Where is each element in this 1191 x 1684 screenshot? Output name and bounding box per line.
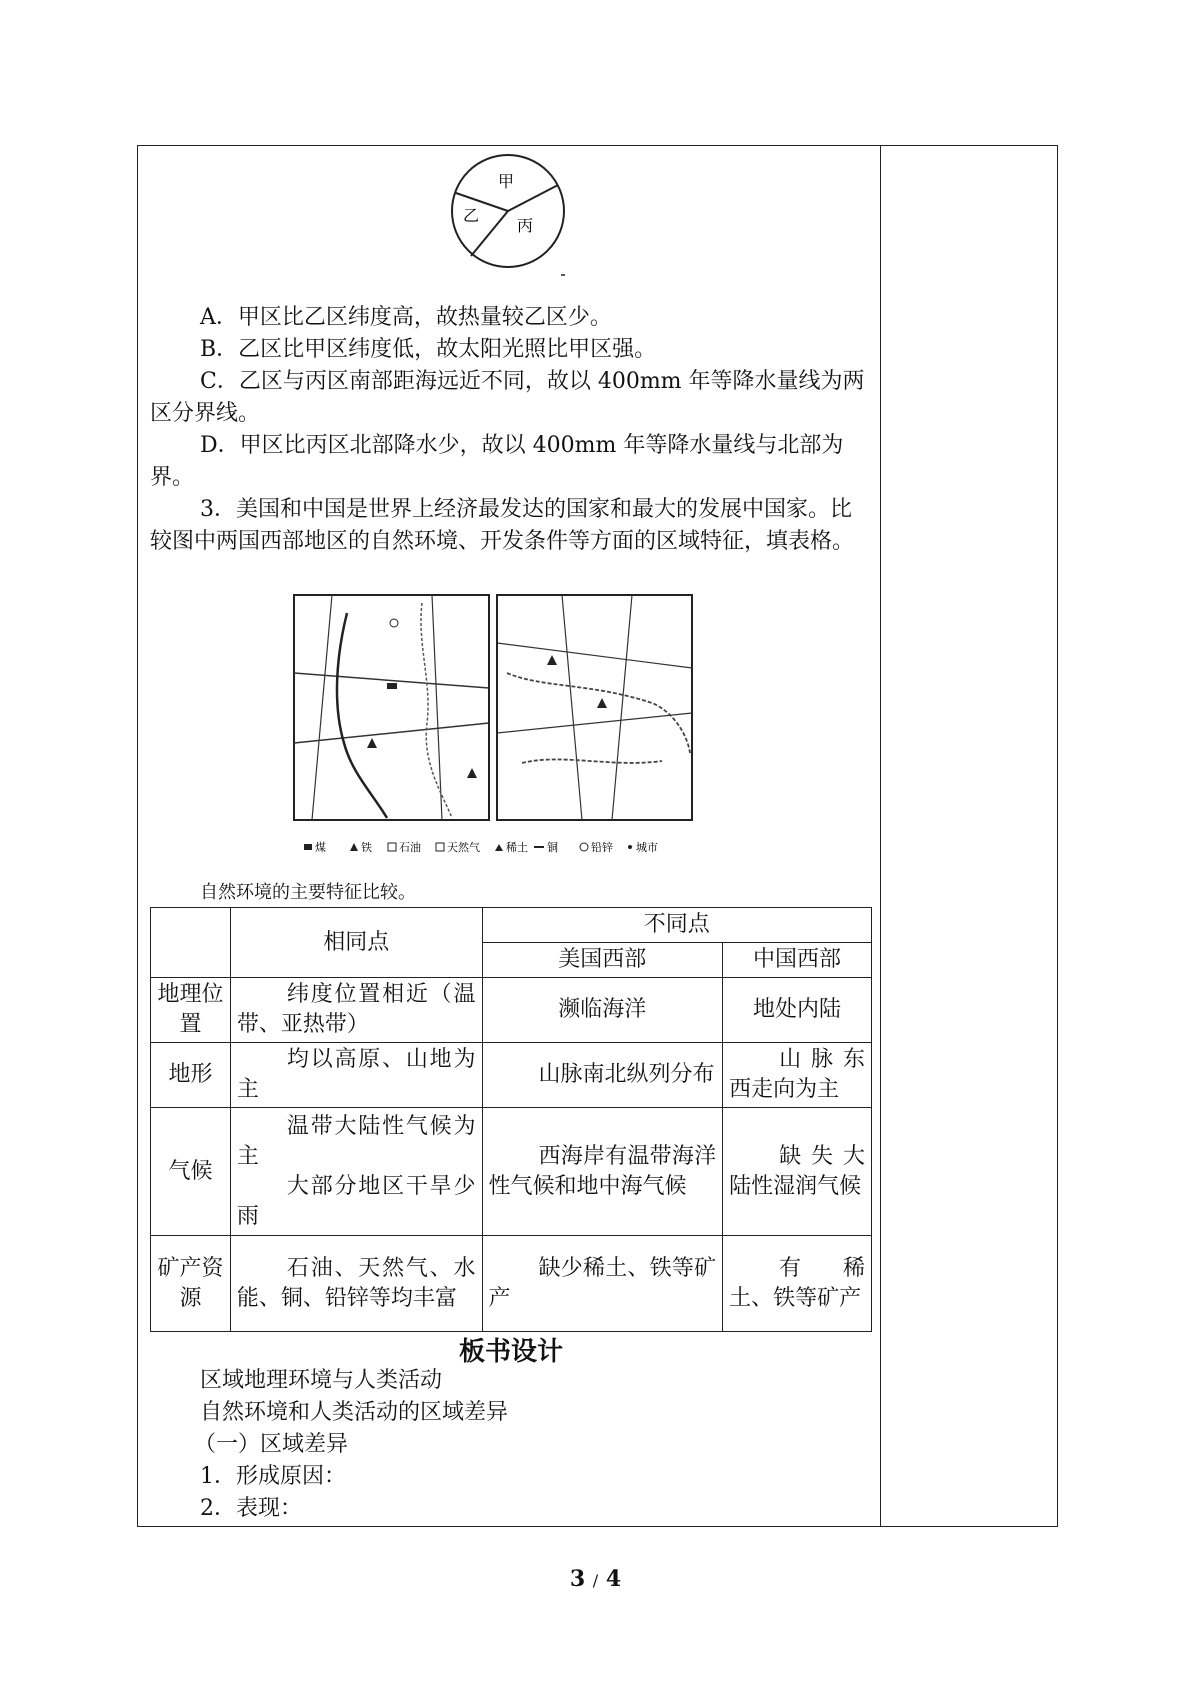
page-number [0,1566,1191,1592]
page-total: 4 [605,1566,622,1592]
pie-label-yi: 乙 [463,206,480,225]
china-map-copper-symbol [547,655,557,665]
legend-city-symbol [628,845,632,849]
cell-us: 西海岸有温带海洋性气候和地中海气候 [482,1108,723,1236]
board-design-outline [194,1365,509,1525]
china-map-parallel-1 [497,643,692,668]
cell-cn: 有稀土、铁等矿产 [723,1236,872,1332]
legend-lead-zinc-symbol [580,843,588,851]
board-line: 1．形成原因： [200,1464,346,1489]
pie-divider-1 [508,185,558,211]
china-west-map [497,595,692,820]
pie-label-bing: 丙 [517,216,534,235]
us-map-coastline [337,613,387,818]
us-map-oil-symbol [467,768,477,778]
china-map-meridian-2 [612,595,632,820]
header-blank-cell [151,908,231,978]
legend-oil: 石油 [399,841,421,854]
cell-same [230,1108,482,1236]
row-label: 气候 [151,1108,231,1236]
legend-iron-symbol [350,843,358,851]
option-a: A．甲区比乙区纬度高，故热量较乙区少。 [200,305,612,330]
us-map-border [294,595,489,820]
region-pie-diagram [443,153,573,283]
row-label: 地形 [151,1043,231,1108]
us-map-meridian-2 [432,595,442,820]
row-label: 矿产资源 [151,1236,231,1332]
legend-coal-symbol [304,844,312,850]
us-map-parallel-2 [294,723,489,743]
board-line: 区域地理环境与人类活动 [200,1368,443,1393]
option-d: D．甲区比丙区北部降水少，故以 400mm 年等降水量线与北部为界。 [150,433,844,490]
china-map-himalaya-range [522,759,662,763]
china-map-oil-symbol [597,698,607,708]
cell-us: 濒临海洋 [482,978,723,1043]
cell-same: 均以高原、山地为主 [230,1043,482,1108]
us-map-rockies [421,603,452,818]
header-cn-west: 中国西部 [723,943,872,978]
cell-same: 纬度位置相近（温带、亚热带） [230,978,482,1043]
us-west-map [294,595,489,820]
cell-us: 山脉南北纵列分布 [482,1043,723,1108]
china-map-kunlun-range [507,673,690,753]
option-b: B．乙区比甲区纬度低，故太阳光照比甲区强。 [200,337,657,362]
legend-gas-symbol [436,843,444,851]
legend-iron: 铁 [361,841,372,854]
table-header-row-1 [151,908,872,943]
legend-coal: 煤 [315,841,326,854]
answer-options [150,302,872,558]
china-map-border [497,595,692,820]
table-row [151,1236,872,1332]
us-map-city-symbol [390,619,398,627]
option-c: C．乙区与丙区南部距海远近不同，故以 400mm 年等降水量线为两区分界线。 [150,369,865,426]
legend-oil-symbol [388,843,396,851]
legend-lead-zinc: 铅锌 [591,841,613,854]
cell-cn: 缺失大陆性湿润气候 [723,1108,872,1236]
map-legend [304,840,658,854]
cell-same-line-1: 温带大陆性气候为主 [236,1113,476,1169]
table-row [151,1108,872,1236]
legend-city: 城市 [636,841,658,854]
us-map-coal-symbol [387,683,397,689]
china-map-meridian-1 [562,595,582,820]
us-map-meridian-1 [312,595,332,820]
table-row [151,1043,872,1108]
question-3: 3．美国和中国是世界上经济最发达的国家和最大的发展中国家。比较图中两国西部地区的自然环境、开发条件等方面的区域特征，填表格。 [150,497,855,554]
comparison-table [150,907,872,1332]
legend-rare-earth: 稀土 [506,841,528,854]
china-map-parallel-2 [497,713,692,733]
board-line: （一）区域差异 [194,1432,349,1457]
legend-rare-earth-symbol [495,844,503,851]
cell-us: 缺少稀土、铁等矿产 [482,1236,723,1332]
cell-cn: 山脉东西走向为主 [723,1043,872,1108]
board-line: 2．表现： [200,1496,302,1521]
notes-column-divider [880,146,881,1526]
board-line: 自然环境和人类活动的区域差异 [200,1400,509,1425]
table-row [151,978,872,1043]
page-current: 3 [569,1566,586,1592]
page-separator: / [592,1571,599,1590]
legend-gas: 天然气 [447,841,480,854]
header-same: 相同点 [230,908,482,978]
row-label: 地理位置 [151,978,231,1043]
legend-copper: 铜 [547,841,558,854]
cell-same-line-2: 大部分地区干旱少雨 [236,1173,476,1229]
table-caption: 自然环境的主要特征比较。 [200,882,416,903]
header-diff: 不同点 [482,908,872,943]
pie-label-jia: 甲 [498,172,515,191]
header-us-west: 美国西部 [482,943,723,978]
board-design-title: 板书设计 [458,1337,563,1367]
cell-cn: 地处内陆 [723,978,872,1043]
us-china-west-maps [292,593,732,863]
us-map-copper-symbol [367,738,377,748]
cell-same: 石油、天然气、水能、铜、铅锌等均丰富 [230,1236,482,1332]
